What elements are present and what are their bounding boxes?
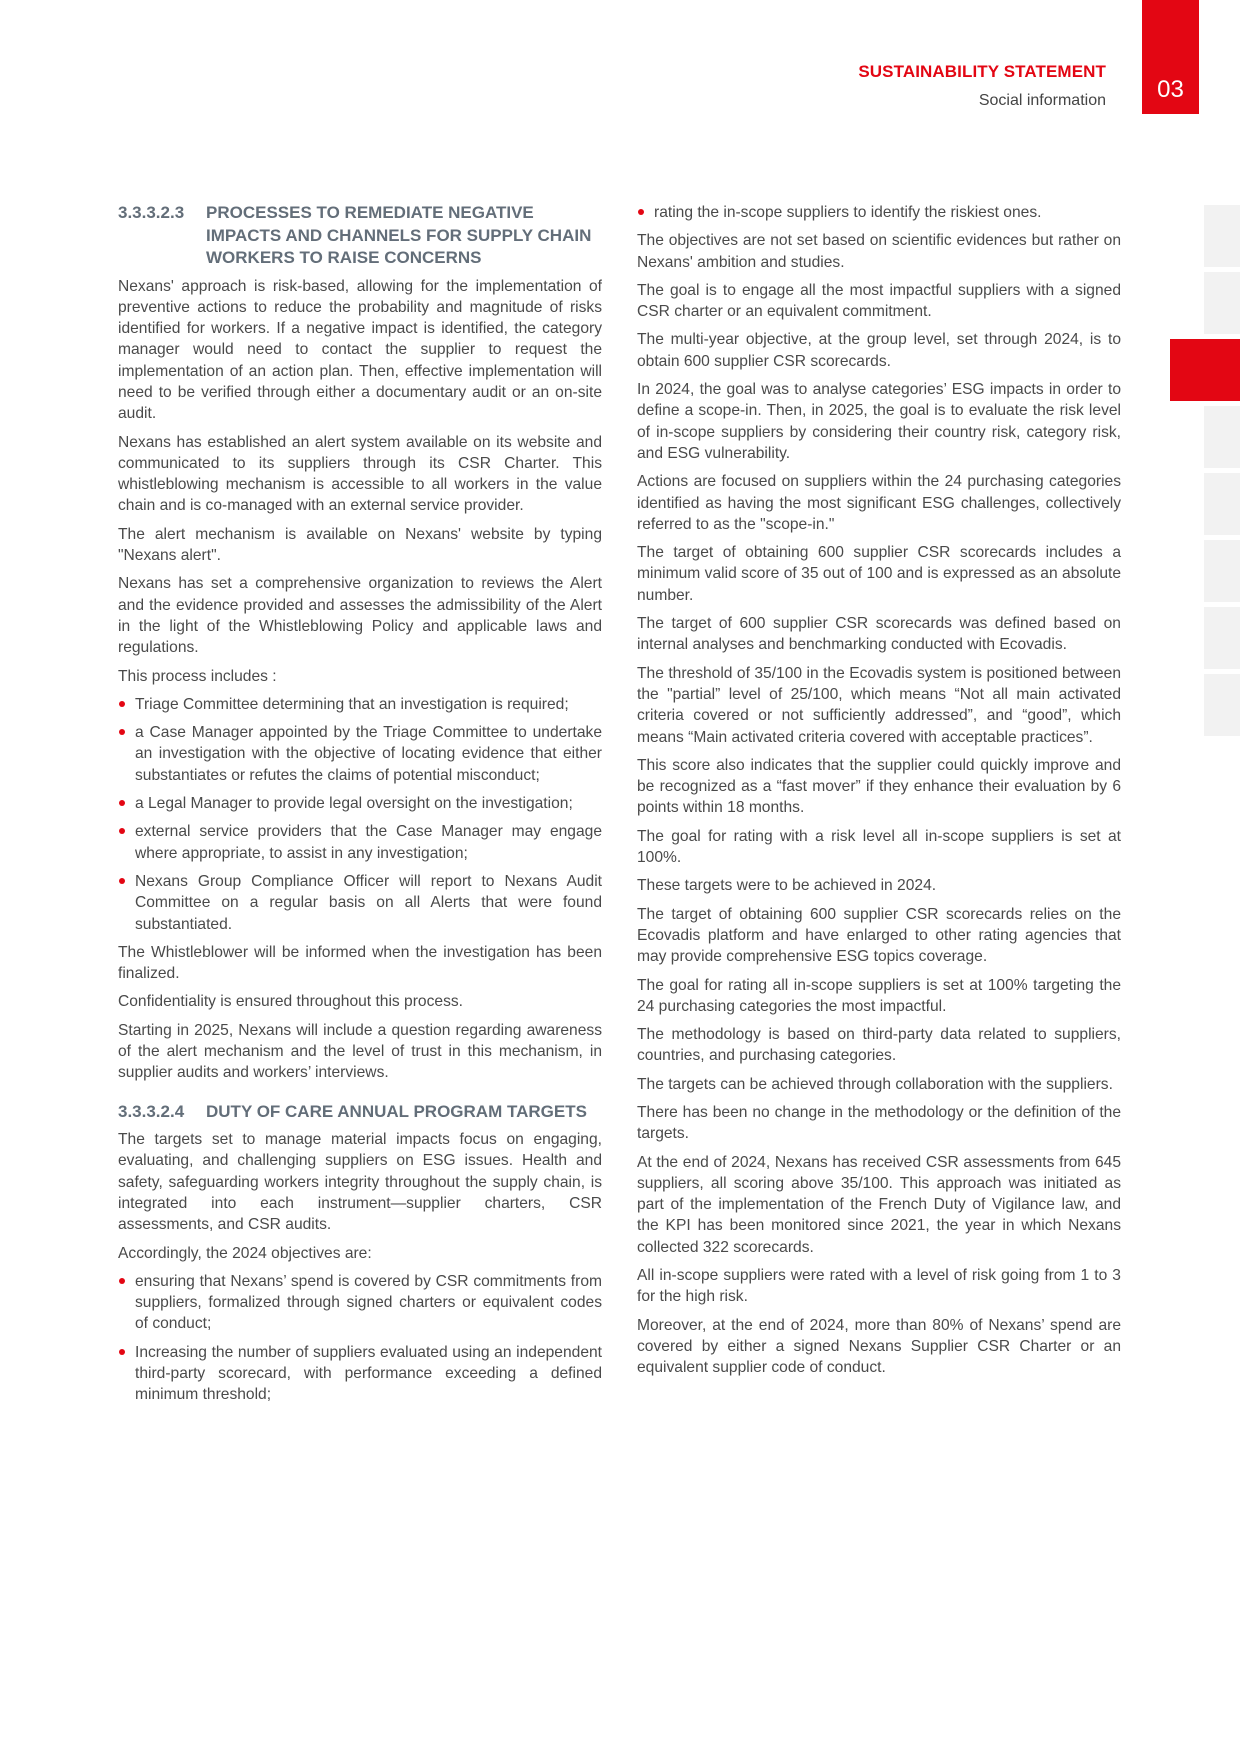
list-item: a Legal Manager to provide legal oversight on the investigation; (118, 793, 602, 814)
paragraph: Starting in 2025, Nexans will include a question regarding awareness of the alert mechanism and the level of trust in this mechanism, in supplier audits and workers’ interviews. (118, 1021, 602, 1082)
heading-3-3-3-2-4 (118, 1101, 602, 1124)
side-tab-5[interactable] (1204, 473, 1240, 535)
paragraph: In 2024, the goal was to analyse categories’ ESG impacts in order to define a scope-in. Then, in 2025, the goal is to evaluate the risk level of in-scope suppliers by considering their country risk, category risk, and ESG vulnerability. (637, 381, 1121, 462)
paragraph: The goal for rating all in-scope suppliers is set at 100% targeting the 24 purchasing categories the most impactful. (637, 976, 1121, 1015)
right-column (637, 202, 1121, 1386)
paragraph: Nexans has set a comprehensive organization to reviews the Alert and the evidence provided and assesses the admissibility of the Alert in the light of the Whistleblowing Policy and applicable laws and regulations. (118, 575, 602, 657)
heading-number: 3.3.3.2.3 (118, 203, 185, 222)
paragraph: The targets set to manage material impacts focus on engaging, evaluating, and challenging suppliers on ESG issues. Health and safety, safeguarding workers integrity throughout the supply chain, is integrated into each instrument—supplier charters, CSR assessments, and CSR audits. (118, 1131, 602, 1234)
heading-3-3-3-2-3 (118, 202, 602, 270)
list-item: Triage Committee determining that an investigation is required; (118, 694, 602, 715)
heading-number: 3.3.3.2.4 (118, 1101, 185, 1121)
paragraph: The goal is to engage all the most impactful suppliers with a signed CSR charter or an equivalent commitment. (637, 281, 1121, 321)
paragraph: The target of 600 supplier CSR scorecards was defined based on internal analyses and benchmarking conducted with Ecovadis. (637, 615, 1121, 654)
side-tab-2[interactable] (1204, 272, 1240, 334)
list-item: rating the in-scope suppliers to identify the riskiest ones. (637, 202, 1121, 223)
paragraph: Accordingly, the 2024 objectives are: (118, 1244, 372, 1262)
paragraph: There has been no change in the methodology or the definition of the targets. (637, 1103, 1121, 1143)
paragraph: This score also indicates that the supplier could quickly improve and be recognized as a “fast mover” if they enhance their evaluation by 6 points within 18 months. (637, 756, 1121, 817)
paragraph: The methodology is based on third-party data related to suppliers, countries, and purchasing categories. (637, 1026, 1121, 1065)
paragraph: Confidentiality is ensured throughout this process. (118, 993, 463, 1011)
heading-title: PROCESSES TO REMEDIATE NEGATIVE IMPACTS AND CHANNELS FOR SUPPLY CHAIN WORKERS TO RAISE CONCERNS (206, 203, 592, 267)
list-item: a Case Manager appointed by the Triage Committee to undertake an investigation with the objective of locating evidence that either substantiates or refutes the claims of potential misconduct; (118, 722, 602, 786)
list-item: external service providers that the Case Manager may engage where appropriate, to assist in any investigation; (118, 821, 602, 864)
paragraph: The target of obtaining 600 supplier CSR scorecards relies on the Ecovadis platform and have enlarged to other rating agencies that may provide comprehensive ESG topics coverage. (637, 905, 1121, 966)
left-column (118, 202, 602, 1413)
list-item: Increasing the number of suppliers evaluated using an independent third-party scorecard, with performance exceeding a defined minimum threshold; (118, 1342, 602, 1406)
paragraph: Nexans has established an alert system available on its website and communicated to its suppliers through its CSR Charter. This whistleblowing mechanism is accessible to all workers in the value chain and is co-managed with an external service provider. (118, 433, 602, 515)
side-tab-8[interactable] (1204, 674, 1240, 736)
paragraph: At the end of 2024, Nexans has received CSR assessments from 645 suppliers, all scoring above 35/100. This approach was initiated as part of the implementation of the French Duty of Vigilance law, and the KPI has been monitored since 2021, the year in which Nexans collected 322 scorecards. (637, 1153, 1121, 1256)
side-tab-7[interactable] (1204, 607, 1240, 669)
side-tab-1[interactable] (1204, 205, 1240, 267)
list-item: ensuring that Nexans’ spend is covered by CSR commitments from suppliers, formalized through signed charters or equivalent codes of conduct; (118, 1271, 602, 1335)
chapter-number-tab: 03 (1142, 0, 1199, 114)
section-subtitle: Social information (978, 92, 1106, 109)
paragraph: The Whistleblower will be informed when the investigation has been finalized. (118, 943, 602, 983)
paragraph: The targets can be achieved through collaboration with the suppliers. (637, 1075, 1113, 1093)
paragraph: Actions are focused on suppliers within the 24 purchasing categories identified as having the most significant ESG challenges, collectively referred to as the "scope-in." (637, 473, 1121, 533)
paragraph: The threshold of 35/100 in the Ecovadis system is positioned between the "partial” level of 25/100, which means “Not all main activated criteria covered or not sufficiently addressed”, and “good”, which means “Main activated criteria covered with acceptable practices”. (637, 664, 1121, 746)
paragraph: The alert mechanism is available on Nexans' website by typing "Nexans alert". (118, 525, 602, 565)
paragraph: The multi-year objective, at the group level, set through 2024, is to obtain 600 supplier CSR scorecards. (637, 331, 1121, 370)
side-tab-4[interactable] (1204, 406, 1240, 468)
list-item: Nexans Group Compliance Officer will report to Nexans Audit Committee on a regular basis on all Alerts that were found substantiated. (118, 871, 602, 935)
side-tab-6[interactable] (1204, 540, 1240, 602)
paragraph: Moreover, at the end of 2024, more than 80% of Nexans’ spend are covered by either a signed Nexans Supplier CSR Charter or an equivalent supplier code of conduct. (637, 1316, 1121, 1377)
paragraph: The objectives are not set based on scientific evidences but rather on Nexans' ambition and studies. (637, 232, 1121, 271)
section-title: SUSTAINABILITY STATEMENT (858, 62, 1106, 81)
paragraph: This process includes : (118, 667, 277, 685)
side-tab-3-active[interactable] (1170, 339, 1240, 401)
paragraph: The target of obtaining 600 supplier CSR scorecards includes a minimum valid score of 35 out of 100 and is expressed as an absolute number. (637, 544, 1121, 604)
process-list (118, 694, 602, 935)
paragraph: All in-scope suppliers were rated with a level of risk going from 1 to 3 for the high risk. (637, 1267, 1121, 1306)
objectives-list-continued (637, 202, 1121, 223)
heading-title: DUTY OF CARE ANNUAL PROGRAM TARGETS (206, 1101, 587, 1121)
objectives-list (118, 1271, 602, 1406)
paragraph: These targets were to be achieved in 2024. (637, 877, 937, 895)
paragraph: Nexans' approach is risk-based, allowing for the implementation of preventive actions to reduce the probability and magnitude of risks identified for workers. If a negative impact is identified, the category manager would need to contact the supplier to request the implementation of an action plan. Then, effective implementation will need to be verified through either a documentary audit or an on-site audit. (118, 277, 602, 423)
paragraph: The goal for rating with a risk level all in-scope suppliers is set at 100%. (637, 827, 1121, 867)
